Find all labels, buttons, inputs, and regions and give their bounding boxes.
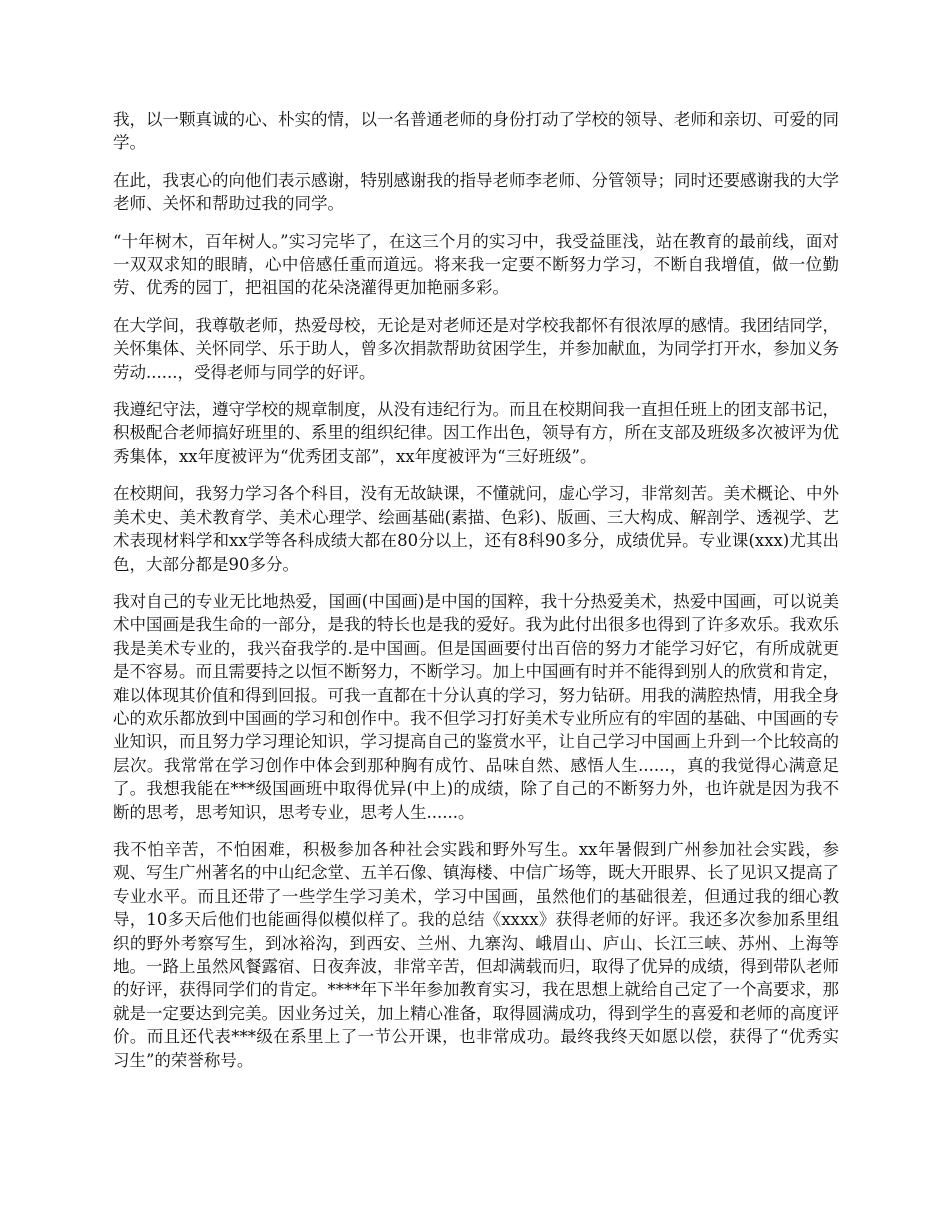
document-body	[113, 108, 839, 1086]
paragraph-8: 我不怕辛苦，不怕困难，积极参加各种社会实践和野外写生。xx年暑假到广州参加社会实践，参观、写生广州著名的中山纪念堂、五羊石像、镇海楼、中信广场等，既大开眼界、长了见识又提高了专业水平。而且还带了一些学生学习美术，学习中国画，虽然他们的基础很差，但通过我的细心教导，10多天后他们也能画得似模似样了。我的总结《xxxx》获得老师的好评。我还多次参加系里组织的野外考察写生，到冰裕沟，到西安、兰州、九寨沟、峨眉山、庐山、长江三峡、苏州、上海等地。一路上虽然风餐露宿、日夜奔波，非常辛苦，但却满载而归，取得了优异的成绩，得到带队老师的好评，获得同学们的肯定。****年下半年参加教育实习，我在思想上就给自己定了一个高要求，那就是一定要达到完美。因业务过关，加上精心准备，取得圆满成功，得到学生的喜爱和老师的高度评价。而且还代表***级在系里上了一节公开课，也非常成功。最终我终天如愿以偿，获得了“优秀实习生”的荣誉称号。	[113, 839, 839, 1070]
paragraph-1: 我，以一颗真诚的心、朴实的情，以一名普通老师的身份打动了学校的领导、老师和亲切、可爱的同学。	[113, 110, 839, 153]
paragraph-3: “十年树木，百年树人。”实习完毕了，在这三个月的实习中，我受益匪浅，站在教育的最前线，面对一双双求知的眼睛，心中倍感任重而道远。将来我一定要不断努力学习，不断自我增值，做一位勤劳、优秀的园丁，把祖国的花朵浇灌得更加艳丽多彩。	[113, 231, 839, 298]
paragraph-4: 在大学间，我尊敬老师，热爱母校，无论是对老师还是对学校我都怀有很浓厚的感情。我团结同学，关怀集体、关怀同学、乐于助人，曾多次捐款帮助贫困学生，并参加献血，为同学打开水，参加义务劳动......，受得老师与同学的好评。	[113, 315, 839, 382]
paragraph-6: 在校期间，我努力学习各个科目，没有无故缺课，不懂就问，虚心学习，非常刻苦。美术概论、中外美术史、美术教育学、美术心理学、绘画基础(素描、色彩)、版画、三大构成、解剖学、透视学、艺术表现材料学和xx学等各科成绩大都在80分以上，还有8科90多分，成绩优异。专业课(xxx)尤其出色，大部分都是90多分。	[113, 484, 839, 574]
paragraph-2: 在此，我衷心的向他们表示感谢，特别感谢我的指导老师李老师、分管领导；同时还要感谢我的大学老师、关怀和帮助过我的同学。	[113, 170, 839, 214]
paragraph-5: 我遵纪守法，遵守学校的规章制度，从没有违纪行为。而且在校期间我一直担任班上的团支部书记，积极配合老师搞好班里的、系里的组织纪律。因工作出色，领导有方，所在支部及班级多次被评为优秀集体，xx年度被评为“优秀团支部”，xx年度被评为“三好班级”。	[113, 400, 839, 466]
paragraph-7: 我对自己的专业无比地热爱，国画(中国画)是中国的国粹，我十分热爱美术，热爱中国画，可以说美术中国画是我生命的一部分，是我的特长也是我的爱好。我为此付出很多也得到了许多欢乐。我欢乐我是美术专业的，我兴奋我学的.是中国画。但是国画要付出百倍的努力才能学习好它，有所成就更是不容易。而且需要持之以恒不断努力，不断学习。加上中国画有时并不能得到别人的欣赏和肯定，难以体现其价值和得到回报。可我一直都在十分认真的学习，努力钻研。用我的满腔热情，用我全身心的欢乐都放到中国画的学习和创作中。我不但学习打好美术专业所应有的牢固的基础、中国画的专业知识，而且努力学习理论知识，学习提高自己的鉴赏水平，让自己学习中国画上升到一个比较高的层次。我常常在学习创作中体会到那种胸有成竹、品味自然、感悟人生......，真的我觉得心满意足了。我想我能在***级国画班中取得优异(中上)的成绩，除了自己的不断努力外，也许就是因为我不断的思考，思考知识，思考专业，思考人生......。	[113, 591, 839, 822]
